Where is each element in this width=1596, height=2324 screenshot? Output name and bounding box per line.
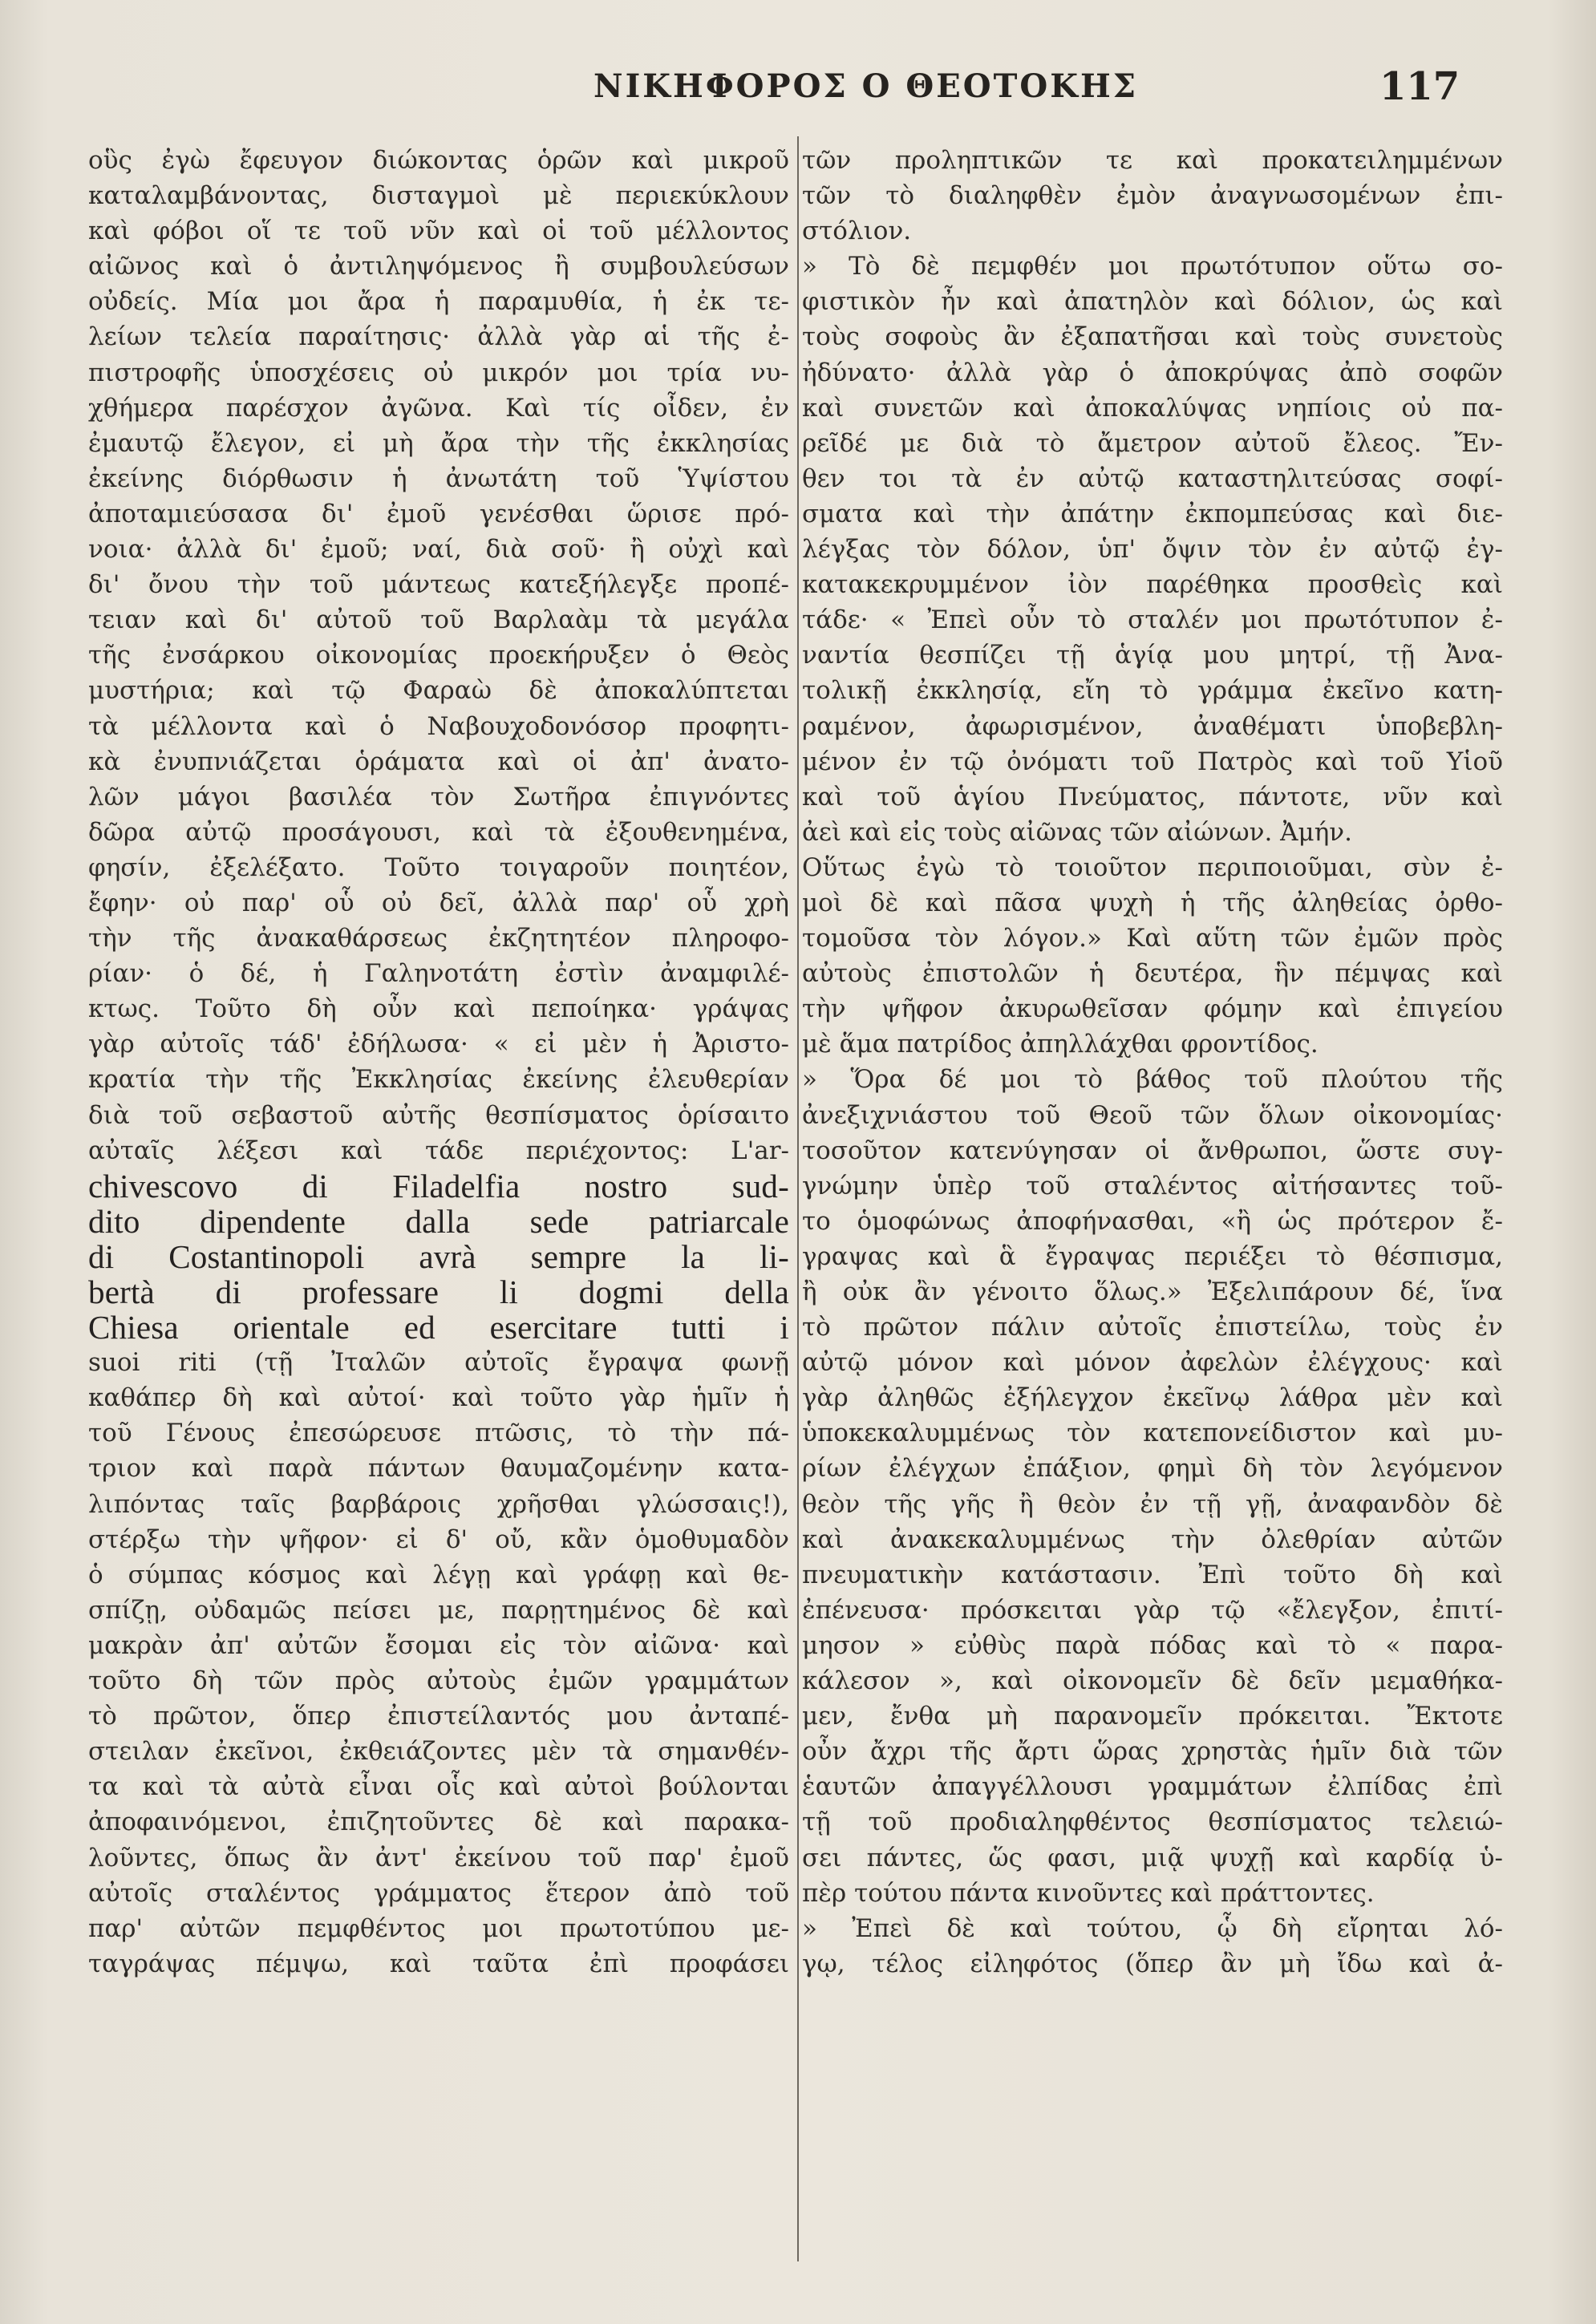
left-column-line: μακρὰν ἀπ' αὐτῶν ἔσομαι εἰς τὸν αἰῶνα· καὶ: [88, 1630, 789, 1660]
column-divider: [797, 136, 799, 2261]
right-column-line: μεν, ἔνθα μὴ παρανομεῖν πρόκειται. Ἔκτοτε: [802, 1702, 1503, 1731]
left-column-line: κρατία τὴν τῆς Ἐκκλησίας ἐκείνης ἐλευθερίαν: [88, 1065, 789, 1095]
left-column-line: οὐδείς. Μία μοι ἄρα ἡ παραμυθία, ἡ ἐκ τε-: [88, 287, 789, 317]
right-column-line: τάδε· « Ἐπεὶ οὖν τὸ σταλέν μοι πρωτότυπον ἐ-: [802, 605, 1503, 635]
right-column-line: τοὺς σοφοὺς ἂν ἐξαπατῆσαι καὶ τοὺς συνετοὺς: [802, 322, 1503, 352]
right-column-line: τολικῇ ἐκκλησίᾳ, εἴη τὸ γράμμα ἐκεῖνο κατη-: [802, 676, 1503, 706]
right-column-line: κάλεσον », καὶ οἰκονομεῖν δὲ δεῖν μεμαθήκα-: [802, 1666, 1503, 1696]
left-column-line: οὓς ἐγὼ ἔφευγον διώκοντας ὁρῶν καὶ μικροῦ: [88, 146, 789, 175]
left-column-line: λείων τελεία παραίτησις· ἀλλὰ γὰρ αἱ τῆς ἐ-: [88, 322, 789, 352]
left-column-line: νοια· ἀλλὰ δι' ἐμοῦ; ναί, διὰ σοῦ· ἢ οὐχὶ καὶ: [88, 535, 789, 565]
left-column-line: αὐτοῖς σταλέντος γράμματος ἕτερον ἀπὸ τοῦ: [88, 1878, 789, 1908]
left-column-line: di Costantinopoli avrà sempre la li-: [88, 1238, 789, 1274]
left-column-line: στειλαν ἐκεῖνοι, ἐκθειάζοντες μὲν τὰ σημανθέν-: [88, 1737, 789, 1767]
right-column-line: ἐπένευσα· πρόσκειται γὰρ τῷ «ἔλεγξον, ἐπιτί-: [802, 1595, 1503, 1625]
right-column-line: τῶν προληπτικῶν τε καὶ προκατειλημμένων: [802, 146, 1503, 175]
right-column-line: καὶ τοῦ ἁγίου Πνεύματος, πάντοτε, νῦν καὶ: [802, 782, 1503, 812]
right-column-line: ρίων ἐλέγχων ἐπάξιον, φημὶ δὴ τὸν λεγόμενον: [802, 1454, 1503, 1484]
right-column-line: γὰρ ἀληθῶς ἐξήλεγχον ἐκεῖνῳ λάθρα μὲν καὶ: [802, 1383, 1503, 1413]
right-column-line: μένον ἐν τῷ ὀνόματι τοῦ Πατρὸς καὶ τοῦ Υἱοῦ: [802, 747, 1503, 776]
left-column-line: τα καὶ τὰ αὐτὰ εἶναι οἷς καὶ αὐτοὶ βούλονται: [88, 1772, 789, 1802]
left-column: [88, 143, 794, 2308]
left-column-line: ἐμαυτῷ ἔλεγον, εἰ μὴ ἄρα τὴν τῆς ἐκκλησίας: [88, 428, 789, 458]
left-column-line: καθάπερ δὴ καὶ αὐτοί· καὶ τοῦτο γὰρ ἡμῖν ἡ: [88, 1383, 789, 1413]
left-column-line: τὴν τῆς ἀνακαθάρσεως ἐκζητητέον πληροφο-: [88, 924, 789, 953]
left-column-line: τριον καὶ παρὰ πάντων θαυμαζομένην κατα-: [88, 1454, 789, 1484]
right-column-line: πνευματικὴν κατάστασιν. Ἐπὶ τοῦτο δὴ καὶ: [802, 1560, 1503, 1589]
left-column-line: ρίαν· ὁ δέ, ἡ Γαληνοτάτη ἐστὶν ἀναμφιλέ-: [88, 959, 789, 989]
right-column-line: θεν τοι τὰ ἐν αὐτῷ καταστηλιτεύσας σοφί-: [802, 464, 1503, 493]
right-column-line: γνώμην ὑπὲρ τοῦ σταλέντος αἰτήσαντες τοῦ-: [802, 1171, 1503, 1200]
left-column-line: τοῦ Γένους ἐπεσώρευσε πτῶσις, τὸ τὴν πά-: [88, 1419, 789, 1448]
left-column-line: αἰῶνος καὶ ὁ ἀντιληψόμενος ἢ συμβουλεύσων: [88, 252, 789, 281]
right-column-line: λέγξας τὸν δόλον, ὑπ' ὄψιν τὸν ἐν αὐτῷ ἐγ-: [802, 535, 1503, 565]
right-column-line: ρεῖδέ με διὰ τὸ ἄμετρον αὐτοῦ ἔλεος. Ἔν-: [802, 428, 1503, 458]
running-header: [0, 64, 1596, 112]
right-column-line: τοσοῦτον κατενύγησαν οἱ ἄνθρωποι, ὥστε συγ-: [802, 1136, 1503, 1165]
right-column-line: γῳ, τέλος εἰληφότος (ὅπερ ἂν μὴ ἴδω καὶ ἀ-: [802, 1949, 1503, 1978]
left-column-line: Chiesa orientale ed esercitare tutti i: [88, 1310, 789, 1346]
right-column-line: ἀεὶ καὶ εἰς τοὺς αἰῶνας τῶν αἰώνων. Ἀμήν.: [802, 817, 1352, 847]
left-column-line: suoi riti (τῇ Ἰταλῶν αὐτοῖς ἔγραψα φωνῇ: [88, 1348, 789, 1378]
right-column-line: ἠδύνατο· ἀλλὰ γὰρ ὁ ἀποκρύψας ἀπὸ σοφῶν: [802, 358, 1503, 387]
right-column-line: οὖν ἄχρι τῆς ἄρτι ὥρας χρηστὰς ἡμῖν διὰ τῶν: [802, 1737, 1503, 1767]
right-column-line: » Ἐπεὶ δὲ καὶ τούτου, ᾧ δὴ εἴρηται λό-: [802, 1913, 1503, 1943]
left-column-line: ἐκείνης διόρθωσιν ἡ ἀνωτάτη τοῦ Ὑψίστου: [88, 464, 789, 493]
left-column-line: τοῦτο δὴ τῶν πρὸς αὐτοὺς ἐμῶν γραμμάτων: [88, 1666, 789, 1696]
left-column-line: ἔφην· οὐ παρ' οὗ οὐ δεῖ, ἀλλὰ παρ' οὗ χρὴ: [88, 888, 789, 917]
right-column-line: Οὕτως ἐγὼ τὸ τοιοῦτον περιποιοῦμαι, σὺν ἐ-: [802, 852, 1503, 882]
left-column-line: αὐταῖς λέξεσι καὶ τάδε περιέχοντος: L'ar-: [88, 1136, 789, 1165]
left-column-line: ταγράψας πέμψω, καὶ ταῦτα ἐπὶ προφάσει: [88, 1949, 789, 1978]
left-column-line: ἀποφαινόμενοι, ἐπιζητοῦντες δὲ καὶ παρακα-: [88, 1808, 789, 1837]
right-column-line: κατακεκρυμμένον ἰὸν παρέθηκα προσθεὶς καὶ: [802, 570, 1503, 600]
right-column-line: τὴν ψῆφον ἀκυρωθεῖσαν φόμην καὶ ἐπιγείου: [802, 994, 1503, 1024]
right-column-line: ραμένον, ἀφωρισμένον, ἀναθέματι ὑποβεβλη-: [802, 711, 1503, 741]
right-column-line: » Τὸ δὲ πεμφθέν μοι πρωτότυπον οὕτω σο-: [802, 252, 1503, 281]
left-column-line: διὰ τοῦ σεβαστοῦ αὐτῆς θεσπίσματος ὁρίσαιτο: [88, 1100, 789, 1130]
right-column-line: σει πάντες, ὥς φασι, μιᾷ ψυχῇ καὶ καρδίᾳ ὑ-: [802, 1843, 1503, 1873]
right-column-line: τῇ τοῦ προδιαληφθέντος θεσπίσματος τελειώ-: [802, 1808, 1503, 1837]
right-column-line: τομοῦσα τὸν λόγον.» Καὶ αὕτη τῶν ἐμῶν πρὸς: [802, 924, 1503, 953]
right-column-line: αὐτῷ μόνον καὶ μόνον ἀφελὼν ἐλέγχους· καὶ: [802, 1348, 1503, 1378]
right-column-line: στόλιον.: [802, 217, 912, 246]
right-column-line: ἀνεξιχνιάστου τοῦ Θεοῦ τῶν ὅλων οἰκονομίας·: [802, 1100, 1503, 1130]
left-column-line: καταλαμβάνοντας, δισταγμοὶ μὲ περιεκύκλουν: [88, 181, 789, 211]
left-column-line: dito dipendente dalla sede patriarcale: [88, 1203, 789, 1239]
right-column-line: σματα καὶ τὴν ἀπάτην ἐκπομπεύσας καὶ διε-: [802, 499, 1503, 528]
left-column-line: σπίζῃ, οὐδαμῶς πείσει με, παρῃτημένος δὲ καὶ: [88, 1595, 789, 1625]
right-column-line: τῶν τὸ διαληφθὲν ἐμὸν ἀναγνωσομένων ἐπι-: [802, 181, 1503, 211]
left-column-line: παρ' αὐτῶν πεμφθέντος μοι πρωτοτύπου με-: [88, 1913, 789, 1943]
left-column-line: κτως. Τοῦτο δὴ οὖν καὶ πεποίηκα· γράψας: [88, 994, 789, 1024]
right-column-line: ὑποκεκαλυμμένως τὸν κατεπονείδιστον καὶ μυ-: [802, 1419, 1503, 1448]
right-column-line: μοὶ δὲ καὶ πᾶσα ψυχὴ ἡ τῆς ἀληθείας ὀρθο-: [802, 888, 1503, 917]
left-column-line: chivescovo di Filadelfia nostro sud-: [88, 1168, 789, 1204]
left-column-line: λοῦντες, ὅπως ἂν ἀντ' ἐκείνου τοῦ παρ' ἐμοῦ: [88, 1843, 789, 1873]
right-column-line: μησον » εὐθὺς παρὰ πόδας καὶ τὸ « παρα-: [802, 1630, 1503, 1660]
right-column-line: μὲ ἅμα πατρίδος ἀπηλλάχθαι φροντίδος.: [802, 1030, 1319, 1059]
right-column-line: ἢ οὐκ ἂν γένοιτο ὅλως.» Ἐξελιπάρουν δέ, ἵνα: [802, 1277, 1503, 1306]
running-title: ΝΙΚΗΦΟΡΟΣ Ο ΘΕΟΤΟΚΗΣ: [593, 67, 1139, 105]
left-column-line: τὰ μέλλοντα καὶ ὁ Ναβουχοδονόσορ προφητι-: [88, 711, 789, 741]
right-column-line: γραψας καὶ ἃ ἔγραψας περιέξει τὸ θέσπισμα,: [802, 1241, 1503, 1271]
left-column-line: γὰρ αὐτοῖς τάδ' ἐδήλωσα· « εἰ μὲν ἡ Ἀριστο-: [88, 1030, 789, 1059]
left-column-line: στέρξω τὴν ψῆφον· εἰ δ' οὔ, κἂν ὁμοθυμαδὸν: [88, 1524, 789, 1554]
left-column-line: δι' ὄνου τὴν τοῦ μάντεως κατεξήλεγξε προπέ-: [88, 570, 789, 600]
right-column-line: καὶ συνετῶν καὶ ἀποκαλύψας νηπίοις οὐ πα-: [802, 393, 1503, 423]
right-column-line: το ὁμοφώνως ἀποφήνασθαι, «ἢ ὡς πρότερον ἔ-: [802, 1206, 1503, 1236]
right-column-line: φιστικὸν ἦν καὶ ἀπατηλὸν καὶ δόλιον, ὡς καὶ: [802, 287, 1503, 317]
left-column-line: τῆς ἐνσάρκου οἰκονομίας προεκήρυξεν ὁ Θεὸς: [88, 641, 789, 670]
left-column-line: καὶ φόβοι οἵ τε τοῦ νῦν καὶ οἱ τοῦ μέλλοντος: [88, 217, 789, 246]
right-column-line: καὶ ἀνακεκαλυμμένως τὴν ὀλεθρίαν αὐτῶν: [802, 1524, 1503, 1554]
left-column-line: δῶρα αὐτῷ προσάγουσι, καὶ τὰ ἐξουθενημένα,: [88, 817, 789, 847]
left-column-line: μυστήρια; καὶ τῷ Φαραὼ δὲ ἀποκαλύπτεται: [88, 676, 789, 706]
right-column: [802, 143, 1508, 2308]
left-column-line: λῶν μάγοι βασιλέα τὸν Σωτῆρα ἐπιγνόντες: [88, 782, 789, 812]
left-column-line: λιπόντας ταῖς βαρβάροις χρῆσθαι γλώσσαις!),: [88, 1489, 789, 1519]
left-column-line: τὸ πρῶτον, ὅπερ ἐπιστείλαντός μου ἀνταπέ-: [88, 1702, 789, 1731]
right-column-line: πὲρ τούτου πάντα κινοῦντες καὶ πράττοντες.: [802, 1878, 1375, 1908]
right-column-line: τὸ πρῶτον πάλιν αὐτοῖς ἐπιστείλω, τοὺς ἐν: [802, 1313, 1503, 1342]
left-column-line: φησίν, ἐξελέξατο. Τοῦτο τοιγαροῦν ποιητέον,: [88, 852, 789, 882]
left-column-line: κὰ ἐνυπνιάζεται ὁράματα καὶ οἱ ἀπ' ἀνατο-: [88, 747, 789, 776]
right-column-line: αὐτοὺς ἐπιστολῶν ἡ δευτέρα, ἣν πέμψας καὶ: [802, 959, 1503, 989]
left-column-line: πιστροφῆς ὑποσχέσεις οὐ μικρόν μοι τρία νυ-: [88, 358, 789, 387]
page-number: 117: [1379, 64, 1460, 109]
right-column-line: θεὸν τῆς γῆς ἢ θεὸν ἐν τῇ γῇ, ἀναφανδὸν δὲ: [802, 1489, 1503, 1519]
right-column-line: » Ὅρα δέ μοι τὸ βάθος τοῦ πλούτου τῆς: [802, 1065, 1503, 1095]
right-column-line: ναντία θεσπίζει τῇ ἁγίᾳ μου μητρί, τῇ Ἀνα-: [802, 641, 1503, 670]
left-column-line: ἀποταμιεύσασα δι' ἐμοῦ γενέσθαι ὥρισε πρό-: [88, 499, 789, 528]
left-column-line: τειαν καὶ δι' αὐτοῦ τοῦ Βαρλαὰμ τὰ μεγάλα: [88, 605, 789, 635]
left-column-line: ὁ σύμπας κόσμος καὶ λέγῃ καὶ γράφῃ καὶ θε-: [88, 1560, 789, 1589]
left-column-line: bertà di professare li dogmi della: [88, 1274, 789, 1310]
right-column-line: ἑαυτῶν ἀπαγγέλλουσι γραμμάτων ἐλπίδας ἐπὶ: [802, 1772, 1503, 1802]
left-column-line: χθήμερα παρέσχον ἀγῶνα. Καὶ τίς οἶδεν, ἐν: [88, 393, 789, 423]
